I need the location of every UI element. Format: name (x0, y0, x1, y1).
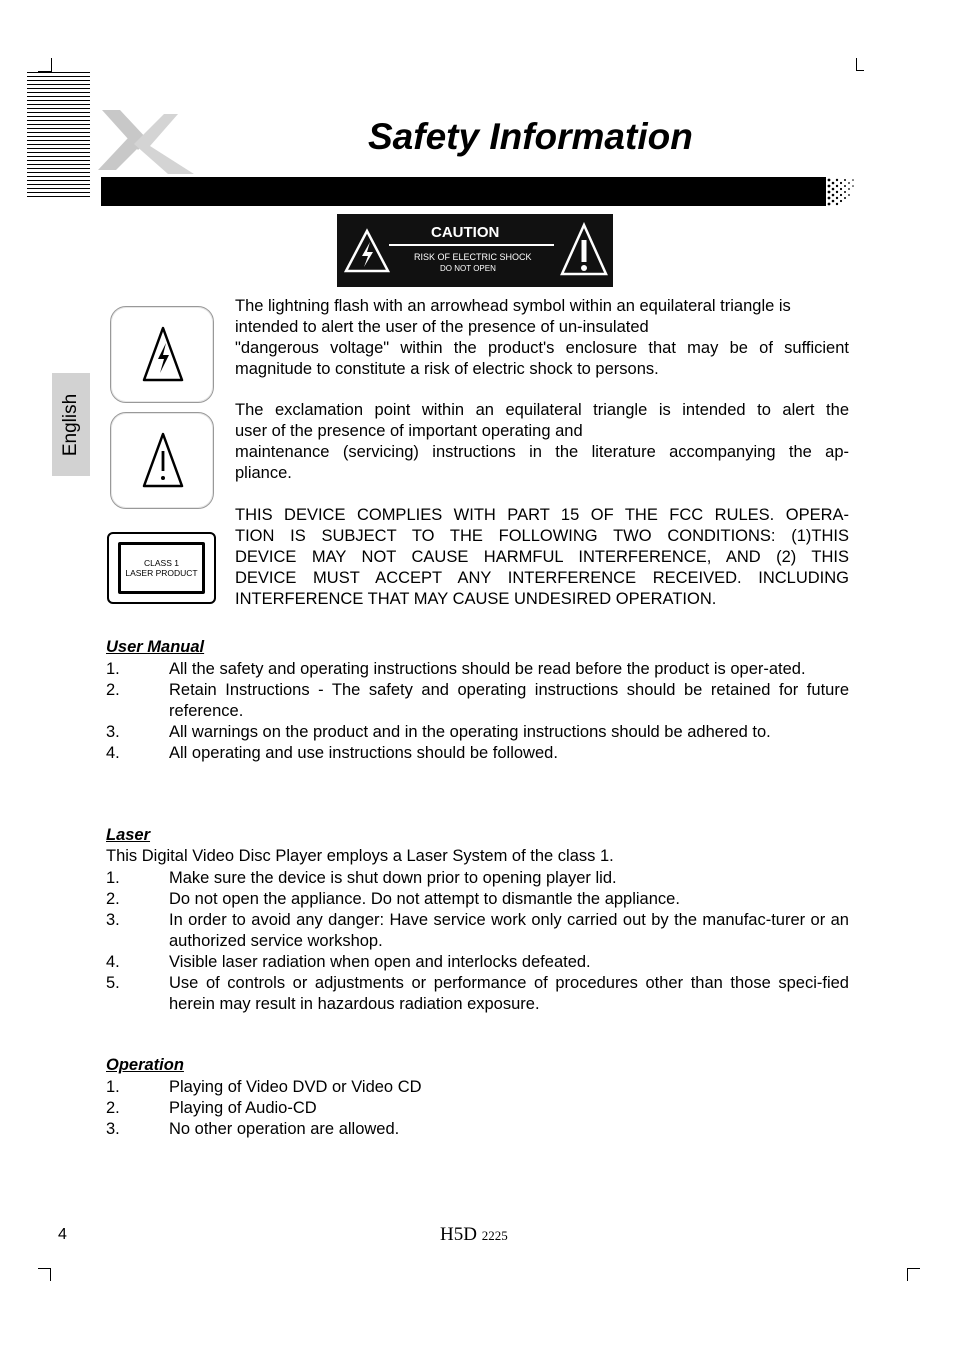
list-item: 4. Visible laser radiation when open and interlocks defeated. (106, 953, 591, 971)
paragraph-line: The exclamation point within an equilateral triangle is intended to alert the (235, 401, 849, 419)
laser-list (106, 868, 849, 1015)
exclamation-icon-box (110, 412, 214, 509)
paragraph-line: THIS DEVICE COMPLIES WITH PART 15 OF THE FCC RULES. OPERA- (235, 506, 849, 524)
paragraph-line: DEVICE MAY NOT CAUSE HARMFUL INTERFERENCE, AND (2) THIS (235, 548, 849, 566)
crop-mark-bottom-right (907, 1268, 920, 1269)
laser-class-label-inner (118, 542, 205, 594)
exclamation-paragraph (235, 400, 849, 484)
laser-class-text: CLASS 1 (144, 558, 179, 568)
lightning-triangle-icon (343, 228, 391, 274)
list-item: 1. Make sure the device is shut down prior to opening player lid. (106, 869, 617, 887)
list-item: 4. All operating and use instructions should be followed. (106, 744, 558, 762)
side-stripes-decoration (27, 72, 90, 200)
list-item: 2. Retain Instructions - The safety and operating instructions should be retained for future reference. (106, 681, 849, 720)
language-tab-label: English (60, 393, 81, 456)
paragraph-line: magnitude to constitute a risk of electric shock to persons. (235, 360, 659, 378)
brand-x-logo (98, 108, 198, 178)
fcc-paragraph (235, 505, 849, 610)
list-item: 2. Do not open the appliance. Do not attempt to dismantle the appliance. (106, 890, 680, 908)
footer-model-logo (440, 1224, 508, 1246)
laser-product-text: LASER PRODUCT (125, 568, 198, 578)
caution-divider (389, 244, 554, 246)
list-item: 1. All the safety and operating instructions should be read before the product is oper-ated. (106, 660, 806, 678)
paragraph-line: intended to alert the user of the presence of un-insulated (235, 318, 649, 336)
list-item: 3. No other operation are allowed. (106, 1120, 400, 1138)
exclamation-triangle-icon (559, 222, 609, 278)
crop-mark-bottom-right-v (907, 1268, 908, 1281)
language-tab (52, 373, 90, 476)
list-item: 1. Playing of Video DVD or Video CD (106, 1078, 422, 1096)
lightning-paragraph (235, 296, 849, 380)
section-heading-laser: Laser (106, 826, 151, 844)
lightning-triangle-icon (141, 325, 185, 383)
list-item: 3. All warnings on the product and in the operating instructions should be adhered to. (106, 723, 771, 741)
paragraph-line: pliance. (235, 464, 292, 482)
header-bar-dots (818, 177, 856, 206)
caution-label (337, 214, 613, 287)
list-item: 3. In order to avoid any danger: Have service work only carried out by the manufac-turer or an authorized service workshop. (106, 911, 849, 950)
paragraph-line: maintenance (servicing) instructions in the literature accompanying the ap- (235, 443, 849, 461)
paragraph-line: TION IS SUBJECT TO THE FOLLOWING TWO CONDITIONS: (1)THIS (235, 527, 849, 545)
page-number: 4 (58, 1226, 67, 1243)
exclamation-triangle-icon (141, 431, 185, 489)
caution-subtitle-2: DO NOT OPEN (440, 264, 496, 273)
caution-title: CAUTION (431, 224, 500, 241)
laser-intro: This Digital Video Disc Player employs a Laser System of the class 1. (106, 847, 614, 865)
user-manual-list (106, 659, 849, 764)
list-item: 5. Use of controls or adjustments or performance of procedures other than those speci-fied herein may result in hazardous radiation exposure. (106, 974, 849, 1013)
list-item: 2. Playing of Audio-CD (106, 1099, 317, 1117)
operation-list (106, 1077, 849, 1140)
paragraph-line: The lightning flash with an arrowhead symbol within an equilateral triangle is (235, 297, 791, 315)
section-heading-user-manual: User Manual (106, 638, 205, 656)
header-bar (101, 177, 826, 206)
page-title: Safety Information (368, 116, 693, 157)
paragraph-line: DEVICE MUST ACCEPT ANY INTERFERENCE RECEIVED. INCLUDING (235, 569, 849, 587)
crop-mark-top-left-v (51, 58, 52, 72)
crop-mark-top-right-h (856, 70, 864, 71)
paragraph-line: "dangerous voltage" within the product's enclosure that may be of sufficient (235, 339, 849, 357)
lightning-icon-box (110, 306, 214, 403)
footer-model-number: 2225 (481, 1228, 508, 1243)
footer-model: H5D (440, 1224, 477, 1245)
caution-subtitle: RISK OF ELECTRIC SHOCK (414, 252, 532, 262)
laser-class-label (107, 532, 216, 604)
section-heading-operation: Operation (106, 1056, 184, 1074)
paragraph-line: user of the presence of important operating and (235, 422, 583, 440)
crop-mark-bottom-left-v (50, 1268, 51, 1281)
paragraph-line: INTERFERENCE THAT MAY CAUSE UNDESIRED OPERATION. (235, 590, 717, 608)
